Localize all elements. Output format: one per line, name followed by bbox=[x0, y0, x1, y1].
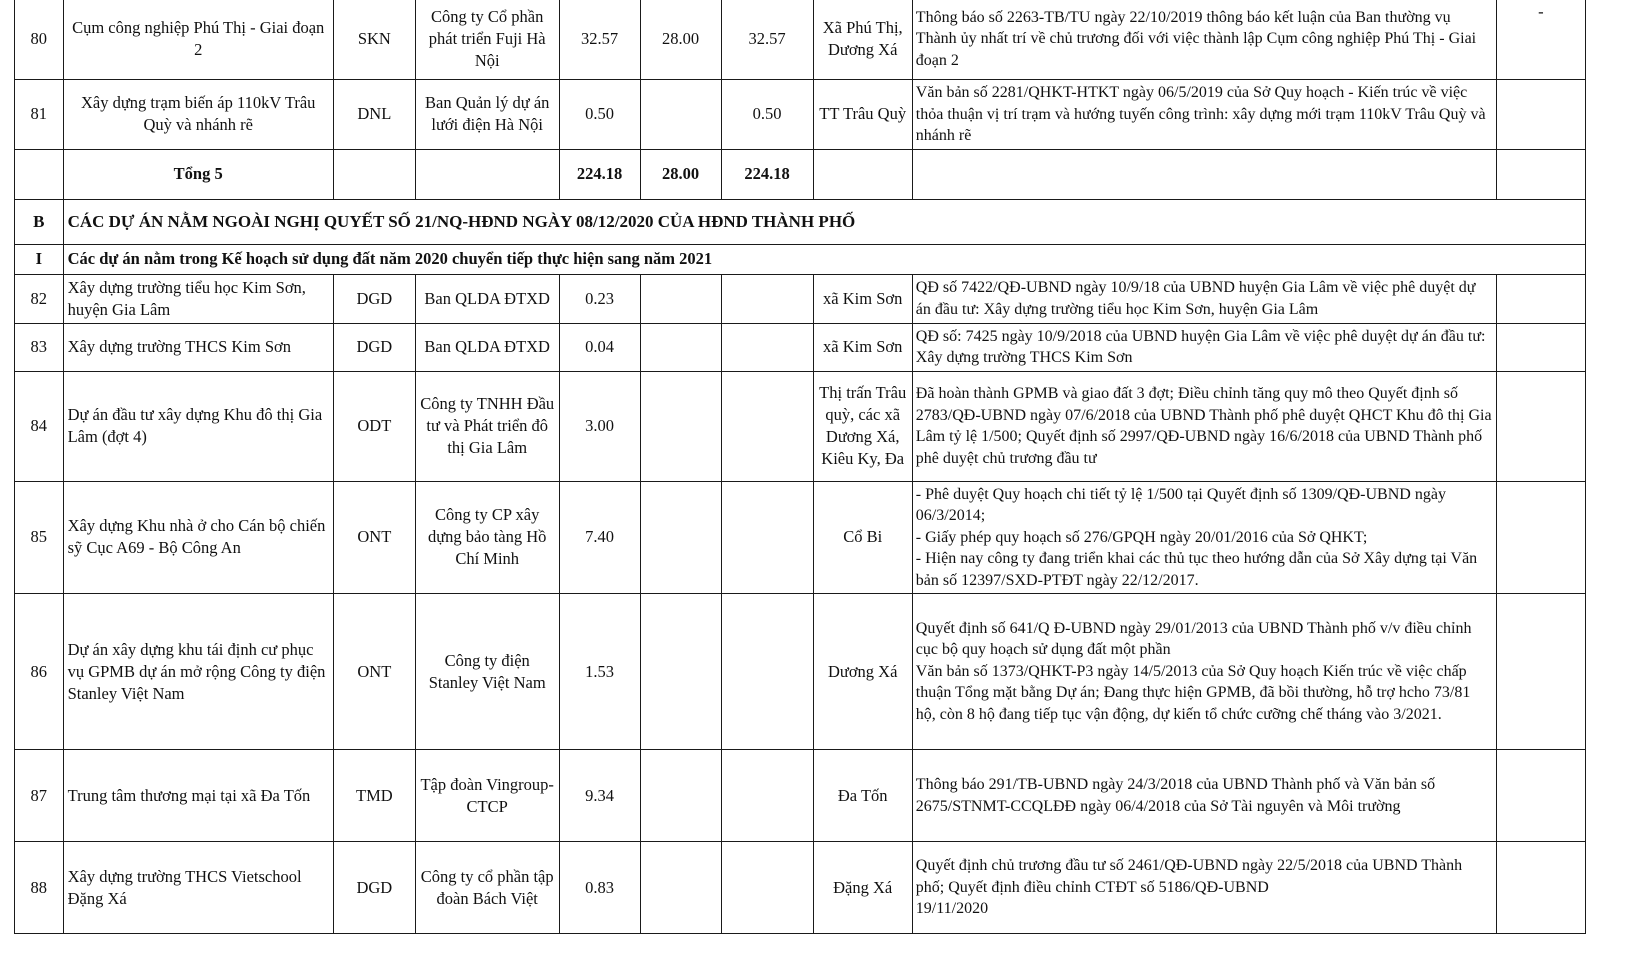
land-code: DGD bbox=[333, 274, 415, 323]
extra-note bbox=[1496, 371, 1585, 481]
other-area-value bbox=[721, 594, 813, 750]
location: Cổ Bi bbox=[813, 481, 912, 594]
location: Dương Xá bbox=[813, 594, 912, 750]
table-row bbox=[15, 274, 1586, 323]
area-value: 1.53 bbox=[559, 594, 640, 750]
rice-area-value bbox=[640, 371, 721, 481]
land-code: ODT bbox=[333, 371, 415, 481]
total-other-area: 224.18 bbox=[721, 149, 813, 199]
investor: Công ty TNHH Đầu tư và Phát triển đô thị Gia Lâm bbox=[415, 371, 559, 481]
land-code: SKN bbox=[333, 0, 415, 80]
project-name: Xây dựng trường THCS Vietschool Đặng Xá bbox=[63, 842, 333, 934]
area-value: 7.40 bbox=[559, 481, 640, 594]
project-name: Xây dựng Khu nhà ở cho Cán bộ chiến sỹ Cục A69 - Bộ Công An bbox=[63, 481, 333, 594]
section-title: CÁC DỰ ÁN NẰM NGOÀI NGHỊ QUYẾT SỐ 21/NQ-HĐND NGÀY 08/12/2020 CỦA HĐND THÀNH PHỐ bbox=[63, 199, 1585, 244]
area-value: 9.34 bbox=[559, 750, 640, 842]
row-number: 80 bbox=[15, 0, 64, 80]
land-code: DGD bbox=[333, 842, 415, 934]
extra-note bbox=[1496, 842, 1585, 934]
legal-basis bbox=[912, 594, 1496, 750]
row-number: 82 bbox=[15, 274, 64, 323]
project-name: Trung tâm thương mại tại xã Đa Tốn bbox=[63, 750, 333, 842]
location: Xã Phú Thị, Dương Xá bbox=[813, 0, 912, 80]
section-header-row bbox=[15, 199, 1586, 244]
total-area: 224.18 bbox=[559, 149, 640, 199]
rice-area-value bbox=[640, 750, 721, 842]
area-value: 0.83 bbox=[559, 842, 640, 934]
legal-basis-line: 19/11/2020 bbox=[915, 900, 989, 918]
area-value: 3.00 bbox=[559, 371, 640, 481]
investor: Công ty Cổ phần phát triển Fuji Hà Nội bbox=[415, 0, 559, 80]
subsection-header-row bbox=[15, 244, 1586, 274]
investor: Công ty CP xây dựng bảo tàng Hồ Chí Minh bbox=[415, 481, 559, 594]
extra-note bbox=[1496, 481, 1585, 594]
row-number: 85 bbox=[15, 481, 64, 594]
row-number: 86 bbox=[15, 594, 64, 750]
legal-basis-line: - Hiện nay công ty đang triển khai các thủ tục theo hướng dẫn của Sở Xây dựng tại Văn bản số 12397/SXD-PTĐT ngày 22/12/2017. bbox=[915, 550, 1478, 589]
location: xã Kim Sơn bbox=[813, 274, 912, 323]
table-row bbox=[15, 842, 1586, 934]
area-value: 0.23 bbox=[559, 274, 640, 323]
rice-area-value bbox=[640, 323, 721, 371]
legal-basis-line: Văn bản số 1373/QHKT-P3 ngày 14/5/2013 của Sở Quy hoạch Kiến trúc về việc chấp thuận Tổng mặt bằng Dự án; Đang thực hiện GPMB, đã bồi thường, hỗ trợ hcho 73/81 hộ, còn 8 hộ đang tiếp tục vận động, dự kiến tổ chức cưỡng chế tháng vào 3/2021. bbox=[915, 662, 1471, 723]
location: xã Kim Sơn bbox=[813, 323, 912, 371]
location: Đặng Xá bbox=[813, 842, 912, 934]
extra-note: - bbox=[1496, 0, 1585, 80]
table-row bbox=[15, 323, 1586, 371]
other-area-value bbox=[721, 323, 813, 371]
area-value: 32.57 bbox=[559, 0, 640, 80]
table-row bbox=[15, 594, 1586, 750]
subsection-code: I bbox=[15, 244, 64, 274]
table-row bbox=[15, 80, 1586, 150]
legal-basis: Đã hoàn thành GPMB và giao đất 3 đợt; Điều chỉnh tăng quy mô theo Quyết định số 2783/QĐ-UBND ngày 07/6/2018 của UBND Thành phố phê duyệt QHCT Khu đô thị Gia Lâm tỷ lệ 1/500; Quyết định số 2997/QĐ-UBND ngày 16/6/2018 của UBND Thành phố phê duyệt chủ trương đầu tư bbox=[912, 371, 1496, 481]
project-name: Dự án đầu tư xây dựng Khu đô thị Gia Lâm (đợt 4) bbox=[63, 371, 333, 481]
location: TT Trâu Quỳ bbox=[813, 80, 912, 150]
legal-basis-line: - Phê duyệt Quy hoạch chi tiết tỷ lệ 1/500 tại Quyết định số 1309/QĐ-UBND ngày 06/3/2014; bbox=[915, 485, 1446, 524]
legal-basis: QĐ số: 7425 ngày 10/9/2018 của UBND huyện Gia Lâm về việc phê duyệt dự án đầu tư: Xây dựng trường THCS Kim Sơn bbox=[912, 323, 1496, 371]
land-use-project-table bbox=[14, 0, 1586, 934]
row-number: 83 bbox=[15, 323, 64, 371]
other-area-value bbox=[721, 842, 813, 934]
rice-area-value: 28.00 bbox=[640, 0, 721, 80]
investor: Công ty cổ phần tập đoàn Bách Việt bbox=[415, 842, 559, 934]
other-area-value bbox=[721, 274, 813, 323]
legal-basis-line: - Giấy phép quy hoạch số 276/GPQH ngày 20/01/2016 của Sở QHKT; bbox=[915, 528, 1368, 546]
table-row bbox=[15, 481, 1586, 594]
land-code: ONT bbox=[333, 481, 415, 594]
project-name: Xây dựng trường THCS Kim Sơn bbox=[63, 323, 333, 371]
area-value: 0.04 bbox=[559, 323, 640, 371]
total-label: Tổng 5 bbox=[63, 149, 333, 199]
extra-note bbox=[1496, 750, 1585, 842]
rice-area-value bbox=[640, 481, 721, 594]
legal-basis bbox=[912, 481, 1496, 594]
project-name: Xây dựng trường tiểu học Kim Sơn, huyện Gia Lâm bbox=[63, 274, 333, 323]
land-code: ONT bbox=[333, 594, 415, 750]
project-name: Xây dựng trạm biến áp 110kV Trâu Quỳ và nhánh rẽ bbox=[63, 80, 333, 150]
rice-area-value bbox=[640, 842, 721, 934]
extra-note bbox=[1496, 80, 1585, 150]
table-row bbox=[15, 750, 1586, 842]
land-code: DGD bbox=[333, 323, 415, 371]
legal-basis: Văn bản số 2281/QHKT-HTKT ngày 06/5/2019 của Sở Quy hoạch - Kiến trúc về việc thỏa thuận vị trí trạm và hướng tuyến công trình: xây dựng mới trạm 110kV Trâu Quỳ và nhánh rẽ bbox=[912, 80, 1496, 150]
project-name: Cụm công nghiệp Phú Thị - Giai đoạn 2 bbox=[63, 0, 333, 80]
row-number: 87 bbox=[15, 750, 64, 842]
legal-basis-line: Quyết định số 641/Q Đ-UBND ngày 29/01/2013 của UBND Thành phố v/v điều chỉnh cục bộ quy hoạch sử dụng đất một phần bbox=[915, 619, 1472, 659]
rice-area-value bbox=[640, 594, 721, 750]
legal-basis: Thông báo số 2263-TB/TU ngày 22/10/2019 thông báo kết luận của Ban thường vụ Thành ủy nhất trí về chủ trương đối với việc thành lập Cụm công nghiệp Phú Thị - Giai đoạn 2 bbox=[912, 0, 1496, 80]
land-code: TMD bbox=[333, 750, 415, 842]
investor: Tập đoàn Vingroup-CTCP bbox=[415, 750, 559, 842]
area-value: 0.50 bbox=[559, 80, 640, 150]
total-rice-area: 28.00 bbox=[640, 149, 721, 199]
legal-basis: Thông báo 291/TB-UBND ngày 24/3/2018 của UBND Thành phố và Văn bản số 2675/STNMT-CCQLĐĐ ngày 06/4/2018 của Sở Tài nguyên và Môi trường bbox=[912, 750, 1496, 842]
other-area-value bbox=[721, 750, 813, 842]
other-area-value bbox=[721, 481, 813, 594]
investor: Ban QLDA ĐTXD bbox=[415, 323, 559, 371]
subsection-title: Các dự án nằm trong Kế hoạch sử dụng đất năm 2020 chuyển tiếp thực hiện sang năm 2021 bbox=[63, 244, 1585, 274]
legal-basis: QĐ số 7422/QĐ-UBND ngày 10/9/18 của UBND huyện Gia Lâm về việc phê duyệt dự án đầu tư: Xây dựng trường tiểu học Kim Sơn, huyện Gia Lâm bbox=[912, 274, 1496, 323]
total-row bbox=[15, 149, 1586, 199]
rice-area-value bbox=[640, 80, 721, 150]
row-number: 84 bbox=[15, 371, 64, 481]
location: Thị trấn Trâu quỳ, các xã Dương Xá, Kiêu Ky, Đa bbox=[813, 371, 912, 481]
rice-area-value bbox=[640, 274, 721, 323]
other-area-value bbox=[721, 371, 813, 481]
row-number: 88 bbox=[15, 842, 64, 934]
legal-basis-line: Quyết định chủ trương đầu tư số 2461/QĐ-UBND ngày 22/5/2018 của UBND Thành phố; Quyết định điều chỉnh CTĐT số 5186/QĐ-UBND bbox=[915, 857, 1463, 896]
extra-note bbox=[1496, 594, 1585, 750]
row-number: 81 bbox=[15, 80, 64, 150]
investor: Ban QLDA ĐTXD bbox=[415, 274, 559, 323]
investor: Ban Quản lý dự án lưới điện Hà Nội bbox=[415, 80, 559, 150]
investor: Công ty điện Stanley Việt Nam bbox=[415, 594, 559, 750]
other-area-value: 0.50 bbox=[721, 80, 813, 150]
land-code: DNL bbox=[333, 80, 415, 150]
table-row bbox=[15, 371, 1586, 481]
location: Đa Tốn bbox=[813, 750, 912, 842]
extra-note bbox=[1496, 323, 1585, 371]
legal-basis bbox=[912, 842, 1496, 934]
table-row bbox=[15, 0, 1586, 80]
section-code: B bbox=[15, 199, 64, 244]
other-area-value: 32.57 bbox=[721, 0, 813, 80]
extra-note bbox=[1496, 274, 1585, 323]
project-name: Dự án xây dựng khu tái định cư phục vụ GPMB dự án mở rộng Công ty điện Stanley Việt Nam bbox=[63, 594, 333, 750]
